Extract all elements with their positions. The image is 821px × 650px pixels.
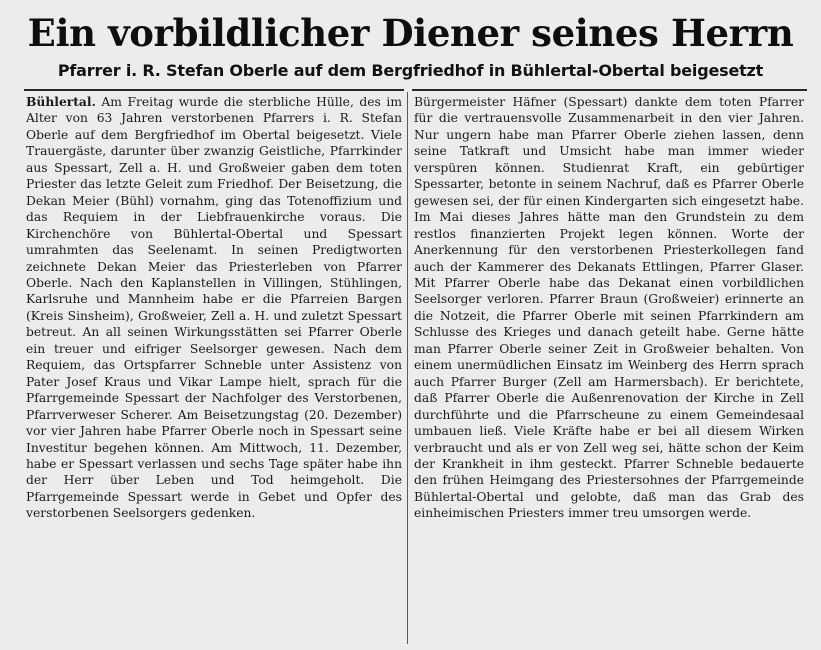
header-rule-left	[24, 89, 404, 91]
dateline: Bühlertal.	[26, 94, 96, 109]
header-rule-right	[412, 89, 807, 91]
article-column-right	[414, 94, 804, 522]
left-column-text: Am Freitag wurde die sterbliche Hülle, des im Alter von 63 Jahren verstorbenen Pfarrers i. R. Stefan Oberle auf dem Bergfriedhof im Obertal beigesetzt. Viele Trauergäste, darunter über zwanzig Geistliche, Pfarrkinder aus Spessart, Zell a. H. und Großweier gaben dem toten Priester das letzte Geleit zum Friedhof. Der Beisetzung, die Dekan Meier (Bühl) vornahm, ging das Totenoffizium und das Requiem in der Liebfrauenkirche voraus. Die Kirchenchöre von Bühlertal-Obertal und Spessart umrahmten das Seelenamt. In seinen Predigtworten zeichnete Dekan Meier das Priesterleben von Pfarrer Oberle. Nach den Kaplanstellen in Villingen, Stühlingen, Karlsruhe und Mannheim habe er die Pfarreien Bargen (Kreis Sinsheim), Großweier, Zell a. H. und zuletzt Spessart betreut. An all seinen Wirkungsstätten sei Pfarrer Oberle ein treuer und eifriger Seelsorger gewesen. Nach dem Requiem, das Ortspfarrer Schneble unter Assistenz von Pater Josef Kraus und Vikar Lampe hielt, sprach für die Pfarrgemeinde Spessart der Nachfolger des Verstorbenen, Pfarrverweser Scherer. Am Beisetzungstag (20. Dezember) vor vier Jahren habe Pfarrer Oberle noch in Spessart seine Investitur begehen können. Am Mittwoch, 11. Dezember, habe er Spessart verlassen und sechs Tage später habe ihn der Herr über Leben und Tod heimgeholt. Die Pfarrgemeinde Spessart werde in Gebet und Opfer des verstorbenen Seelsorgers gedenken.	[26, 95, 402, 521]
headline: Ein vorbildlicher Diener seines Herrn	[27, 11, 794, 55]
subheadline: Pfarrer i. R. Stefan Oberle auf dem Bergfriedhof in Bühlertal-Obertal beigesetzt	[57, 61, 764, 80]
left-column-paragraph	[26, 94, 402, 522]
article-column-left	[26, 94, 402, 522]
column-divider	[407, 92, 408, 644]
right-column-text: Bürgermeister Häfner (Spessart) dankte dem toten Pfarrer für die vertrauensvolle Zusammenarbeit in den vier Jahren. Nur ungern habe man Pfarrer Oberle ziehen lassen, denn seine Tatkraft und Umsicht habe man immer wieder verspüren können. Studienrat Kraft, ein gebürtiger Spessarter, betonte in seinem Nachruf, daß es Pfarrer Oberle gewesen sei, der für einen Kindergarten sich eingesetzt habe. Im Mai dieses Jahres hätte man den Grundstein zu dem restlos finanzierten Projekt legen können. Worte der Anerkennung für den verstorbenen Priesterkollegen fand auch der Kammerer des Dekanats Ettlingen, Pfarrer Glaser. Mit Pfarrer Oberle habe das Dekanat einen vorbildlichen Seelsorger verloren. Pfarrer Braun (Großweier) erinnerte an die Notzeit, die Pfarrer Oberle mit seinen Pfarrkindern am Schlusse des Krieges und danach geteilt habe. Gerne hätte man Pfarrer Oberle seiner Zeit in Großweier behalten. Von einem unermüdlichen Einsatz im Weinberg des Herrn sprach auch Pfarrer Burger (Zell am Harmersbach). Er berichtete, daß Pfarrer Oberle die Außenrenovation der Kirche in Zell durchführte und die Pfarrscheune zu einem Gemeindesaal umbauen ließ. Viele Kräfte habe er bei all diesem Wirken verbraucht und als er von Zell weg sei, hätte schon der Keim der Krankheit in ihm gesteckt. Pfarrer Schneble bedauerte den frühen Heimgang des Priestersohnes der Pfarrgemeinde Bühlertal-Obertal und gelobte, daß man das Grab des einheimischen Priesters immer treu umsorgen werde.	[414, 95, 804, 521]
